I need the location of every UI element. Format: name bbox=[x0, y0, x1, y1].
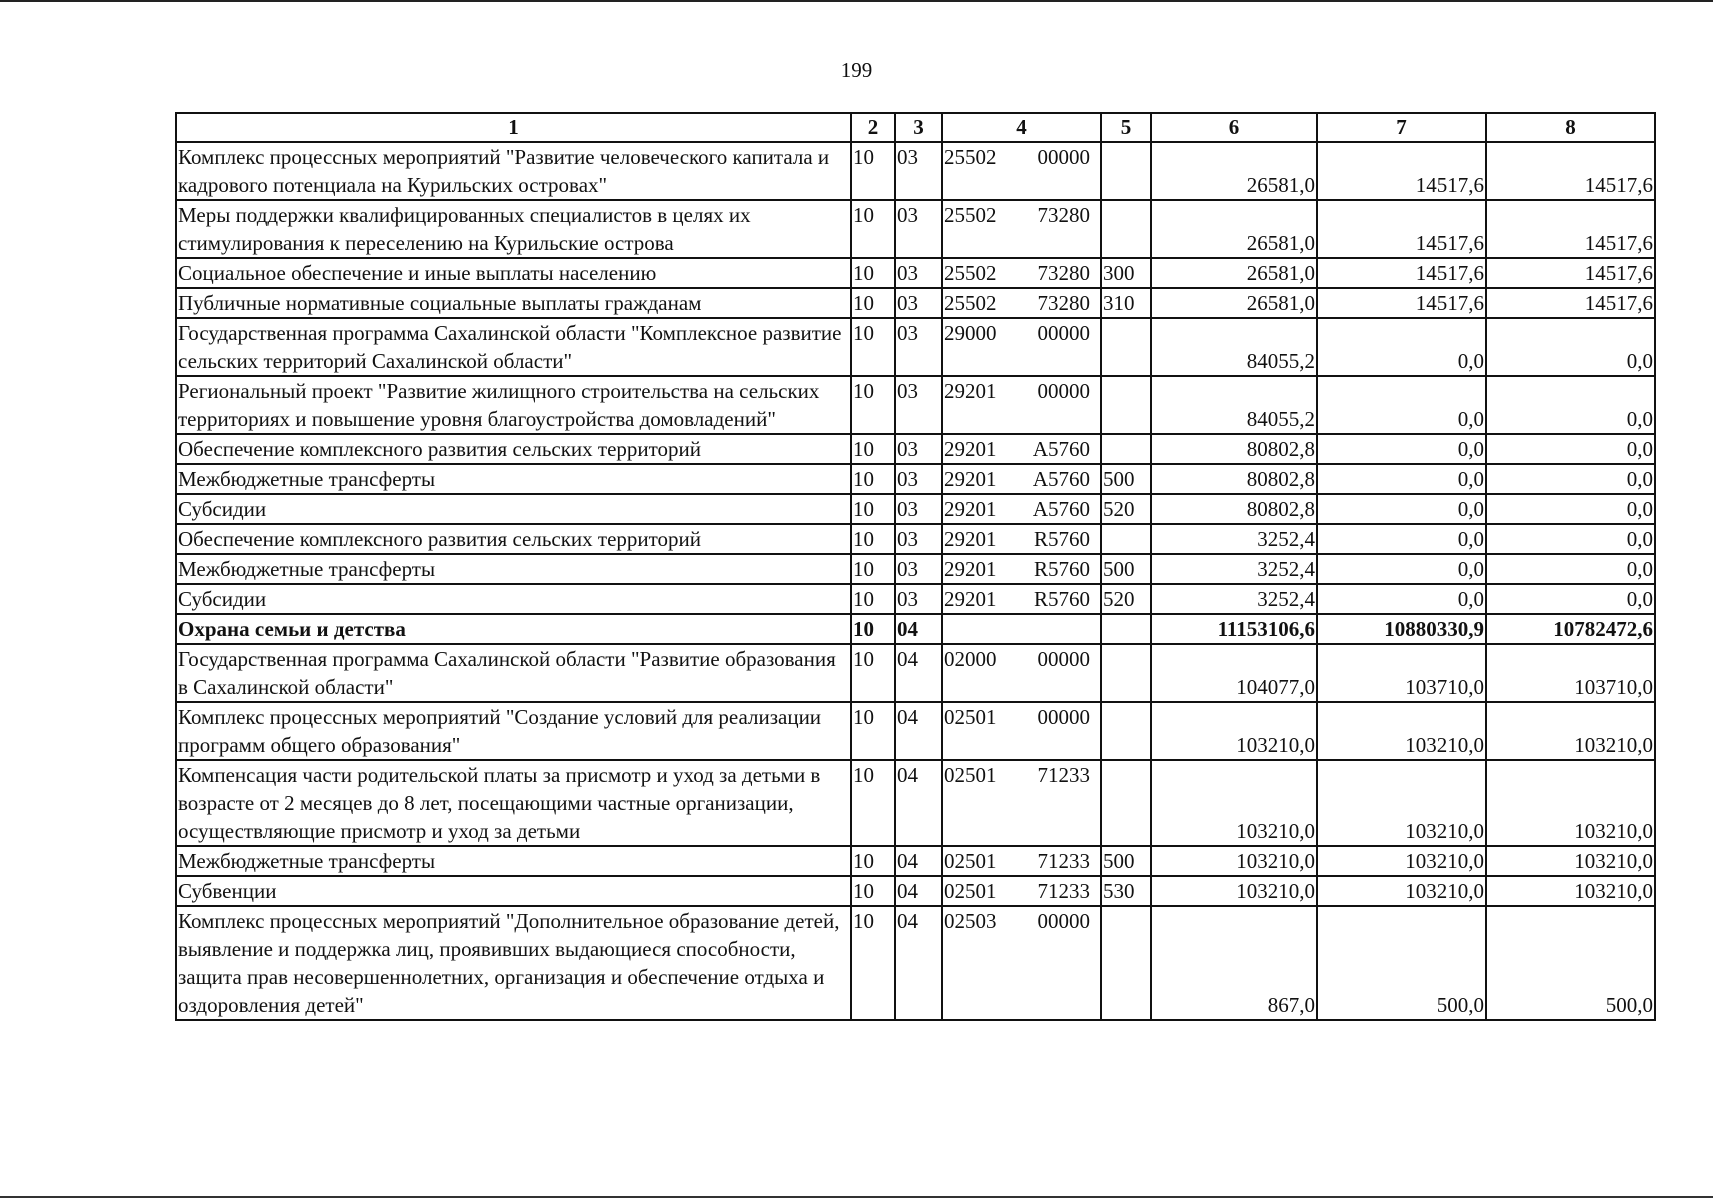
expense-type-code-cell: 530 bbox=[1101, 876, 1151, 906]
target-article-direction-code: 00000 bbox=[1037, 379, 1090, 403]
target-article-program-code: 29201 bbox=[944, 527, 997, 551]
amount-col6-cell: 84055,2 bbox=[1151, 318, 1317, 376]
amount-col7-cell: 103210,0 bbox=[1317, 702, 1486, 760]
amount-col6-cell: 26581,0 bbox=[1151, 142, 1317, 200]
amount-col6-cell: 867,0 bbox=[1151, 906, 1317, 1020]
row-name-cell: Комплекс процессных мероприятий "Дополнительное образование детей, выявление и поддержка лиц, проявивших выдающиеся способности, защита прав несовершеннолетних, организация и обеспечение отдыха и оздоровления детей" bbox=[176, 906, 851, 1020]
subsection-code-cell: 03 bbox=[895, 200, 942, 258]
expense-type-code-cell bbox=[1101, 142, 1151, 200]
expense-type-code-cell bbox=[1101, 644, 1151, 702]
amount-col8-cell: 14517,6 bbox=[1486, 142, 1655, 200]
target-article-direction-code: 73280 bbox=[1037, 291, 1090, 315]
row-name-cell: Обеспечение комплексного развития сельских территорий bbox=[176, 434, 851, 464]
row-name-cell: Комплекс процессных мероприятий "Создание условий для реализации программ общего образования" bbox=[176, 702, 851, 760]
subsection-code-cell: 03 bbox=[895, 554, 942, 584]
amount-col7-cell: 0,0 bbox=[1317, 376, 1486, 434]
section-code-cell: 10 bbox=[851, 494, 895, 524]
amount-col6-cell: 103210,0 bbox=[1151, 876, 1317, 906]
target-article-direction-code: 00000 bbox=[1037, 647, 1090, 671]
expense-type-code-cell: 500 bbox=[1101, 464, 1151, 494]
amount-col8-cell: 103210,0 bbox=[1486, 876, 1655, 906]
target-article-direction-code: R5760 bbox=[1033, 587, 1090, 611]
page-number: 199 bbox=[840, 58, 873, 82]
target-article-parts bbox=[943, 525, 1100, 553]
expense-type-code-cell bbox=[1101, 318, 1151, 376]
expense-type-code-cell: 520 bbox=[1101, 584, 1151, 614]
subsection-code-cell: 03 bbox=[895, 464, 942, 494]
section-code-cell: 10 bbox=[851, 524, 895, 554]
target-article-program-code: 02501 bbox=[944, 763, 997, 787]
table-row bbox=[176, 876, 1655, 906]
section-code-cell: 10 bbox=[851, 258, 895, 288]
row-name-cell: Межбюджетные трансферты bbox=[176, 464, 851, 494]
section-code-cell: 10 bbox=[851, 200, 895, 258]
table-row bbox=[176, 524, 1655, 554]
amount-col7-cell: 103210,0 bbox=[1317, 760, 1486, 846]
subsection-code-cell: 03 bbox=[895, 584, 942, 614]
expense-type-code-cell bbox=[1101, 906, 1151, 1020]
header-row bbox=[176, 113, 1655, 142]
column-header-1: 1 bbox=[176, 113, 851, 142]
target-article-parts bbox=[943, 495, 1100, 523]
target-article-cell bbox=[942, 584, 1101, 614]
subsection-code-cell: 04 bbox=[895, 614, 942, 644]
target-article-cell bbox=[942, 288, 1101, 318]
expense-type-code-cell: 310 bbox=[1101, 288, 1151, 318]
amount-col7-cell: 0,0 bbox=[1317, 554, 1486, 584]
row-name-cell: Субвенции bbox=[176, 876, 851, 906]
amount-col6-cell: 104077,0 bbox=[1151, 644, 1317, 702]
table-row bbox=[176, 200, 1655, 258]
target-article-direction-code: 00000 bbox=[1037, 321, 1090, 345]
budget-table bbox=[175, 112, 1656, 1021]
amount-col8-cell: 0,0 bbox=[1486, 554, 1655, 584]
target-article-direction-code: 73280 bbox=[1037, 203, 1090, 227]
subsection-code-cell: 03 bbox=[895, 524, 942, 554]
target-article-cell bbox=[942, 142, 1101, 200]
target-article-parts bbox=[943, 435, 1100, 463]
amount-col7-cell: 0,0 bbox=[1317, 584, 1486, 614]
target-article-cell bbox=[942, 524, 1101, 554]
target-article-program-code: 29000 bbox=[944, 321, 997, 345]
expense-type-code-cell: 300 bbox=[1101, 258, 1151, 288]
amount-col6-cell: 26581,0 bbox=[1151, 200, 1317, 258]
amount-col7-cell: 0,0 bbox=[1317, 434, 1486, 464]
target-article-program-code: 25502 bbox=[944, 291, 997, 315]
amount-col7-cell: 0,0 bbox=[1317, 494, 1486, 524]
amount-col6-cell: 3252,4 bbox=[1151, 584, 1317, 614]
target-article-direction-code: 00000 bbox=[1037, 705, 1090, 729]
row-name-cell: Меры поддержки квалифицированных специалистов в целях их стимулирования к переселению на Курильские острова bbox=[176, 200, 851, 258]
target-article-program-code: 29201 bbox=[944, 379, 997, 403]
amount-col6-cell: 103210,0 bbox=[1151, 846, 1317, 876]
subsection-code-cell: 04 bbox=[895, 760, 942, 846]
amount-col7-cell: 0,0 bbox=[1317, 318, 1486, 376]
table-row bbox=[176, 846, 1655, 876]
section-code-cell: 10 bbox=[851, 906, 895, 1020]
subsection-code-cell: 03 bbox=[895, 434, 942, 464]
amount-col8-cell: 0,0 bbox=[1486, 494, 1655, 524]
target-article-direction-code: R5760 bbox=[1033, 527, 1090, 551]
target-article-parts bbox=[943, 201, 1100, 229]
amount-col6-cell: 3252,4 bbox=[1151, 554, 1317, 584]
amount-col7-cell: 10880330,9 bbox=[1317, 614, 1486, 644]
target-article-program-code: 25502 bbox=[944, 145, 997, 169]
target-article-direction-code: A5760 bbox=[1032, 497, 1090, 521]
section-code-cell: 10 bbox=[851, 464, 895, 494]
expense-type-code-cell: 500 bbox=[1101, 846, 1151, 876]
section-code-cell: 10 bbox=[851, 846, 895, 876]
target-article-cell bbox=[942, 702, 1101, 760]
table-row bbox=[176, 906, 1655, 1020]
expense-type-code-cell bbox=[1101, 614, 1151, 644]
column-header-8: 8 bbox=[1486, 113, 1655, 142]
amount-col6-cell: 26581,0 bbox=[1151, 288, 1317, 318]
subsection-code-cell: 03 bbox=[895, 142, 942, 200]
amount-col7-cell: 0,0 bbox=[1317, 524, 1486, 554]
subsection-code-cell: 03 bbox=[895, 494, 942, 524]
table-row bbox=[176, 464, 1655, 494]
target-article-direction-code: 00000 bbox=[1037, 145, 1090, 169]
amount-col8-cell: 103210,0 bbox=[1486, 702, 1655, 760]
amount-col8-cell: 500,0 bbox=[1486, 906, 1655, 1020]
row-name-cell: Региональный проект "Развитие жилищного строительства на сельских территориях и повышение уровня благоустройства домовладений" bbox=[176, 376, 851, 434]
amount-col7-cell: 14517,6 bbox=[1317, 200, 1486, 258]
target-article-parts bbox=[943, 847, 1100, 875]
target-article-cell bbox=[942, 434, 1101, 464]
table-row bbox=[176, 644, 1655, 702]
row-name-cell: Компенсация части родительской платы за присмотр и уход за детьми в возрасте от 2 месяцев до 8 лет, посещающими частные организации, осуществляющие присмотр и уход за детьми bbox=[176, 760, 851, 846]
subsection-code-cell: 03 bbox=[895, 318, 942, 376]
amount-col6-cell: 84055,2 bbox=[1151, 376, 1317, 434]
row-name-cell: Межбюджетные трансферты bbox=[176, 846, 851, 876]
amount-col7-cell: 0,0 bbox=[1317, 464, 1486, 494]
scan-edge-top bbox=[0, 0, 1713, 2]
amount-col7-cell: 103710,0 bbox=[1317, 644, 1486, 702]
target-article-cell bbox=[942, 614, 1101, 644]
target-article-parts bbox=[943, 907, 1100, 935]
target-article-program-code: 29201 bbox=[944, 467, 997, 491]
amount-col6-cell: 103210,0 bbox=[1151, 760, 1317, 846]
target-article-direction-code: 71233 bbox=[1037, 849, 1090, 873]
column-header-5: 5 bbox=[1101, 113, 1151, 142]
target-article-direction-code: 73280 bbox=[1037, 261, 1090, 285]
row-name-cell: Публичные нормативные социальные выплаты гражданам bbox=[176, 288, 851, 318]
table-row bbox=[176, 288, 1655, 318]
section-code-cell: 10 bbox=[851, 318, 895, 376]
target-article-cell bbox=[942, 846, 1101, 876]
target-article-direction-code: A5760 bbox=[1032, 437, 1090, 461]
target-article-program-code: 29201 bbox=[944, 437, 997, 461]
table-row bbox=[176, 760, 1655, 846]
subsection-code-cell: 03 bbox=[895, 376, 942, 434]
column-header-6: 6 bbox=[1151, 113, 1317, 142]
amount-col8-cell: 103210,0 bbox=[1486, 846, 1655, 876]
table-row bbox=[176, 376, 1655, 434]
target-article-parts bbox=[943, 645, 1100, 673]
row-name-cell: Субсидии bbox=[176, 584, 851, 614]
target-article-direction-code: 71233 bbox=[1037, 879, 1090, 903]
amount-col8-cell: 0,0 bbox=[1486, 434, 1655, 464]
subsection-code-cell: 03 bbox=[895, 258, 942, 288]
target-article-cell bbox=[942, 258, 1101, 288]
subsection-code-cell: 03 bbox=[895, 288, 942, 318]
target-article-parts bbox=[943, 761, 1100, 789]
target-article-cell bbox=[942, 494, 1101, 524]
amount-col6-cell: 3252,4 bbox=[1151, 524, 1317, 554]
target-article-cell bbox=[942, 318, 1101, 376]
amount-col6-cell: 80802,8 bbox=[1151, 494, 1317, 524]
amount-col8-cell: 14517,6 bbox=[1486, 258, 1655, 288]
table-row bbox=[176, 614, 1655, 644]
subsection-code-cell: 04 bbox=[895, 906, 942, 1020]
row-name-cell: Обеспечение комплексного развития сельских территорий bbox=[176, 524, 851, 554]
amount-col6-cell: 80802,8 bbox=[1151, 464, 1317, 494]
target-article-cell bbox=[942, 464, 1101, 494]
target-article-cell bbox=[942, 376, 1101, 434]
section-code-cell: 10 bbox=[851, 760, 895, 846]
table-row bbox=[176, 142, 1655, 200]
column-header-2: 2 bbox=[851, 113, 895, 142]
row-name-cell: Субсидии bbox=[176, 494, 851, 524]
target-article-direction-code: 00000 bbox=[1037, 909, 1090, 933]
table-body bbox=[176, 142, 1655, 1020]
target-article-cell bbox=[942, 200, 1101, 258]
target-article-program-code: 02000 bbox=[944, 647, 997, 671]
target-article-direction-code: R5760 bbox=[1033, 557, 1090, 581]
amount-col8-cell: 0,0 bbox=[1486, 524, 1655, 554]
table-row bbox=[176, 702, 1655, 760]
row-name-cell: Межбюджетные трансферты bbox=[176, 554, 851, 584]
target-article-program-code: 02501 bbox=[944, 705, 997, 729]
subsection-code-cell: 04 bbox=[895, 644, 942, 702]
subsection-code-cell: 04 bbox=[895, 876, 942, 906]
target-article-parts bbox=[943, 877, 1100, 905]
amount-col8-cell: 0,0 bbox=[1486, 584, 1655, 614]
target-article-cell bbox=[942, 876, 1101, 906]
table-row bbox=[176, 494, 1655, 524]
row-name-cell: Государственная программа Сахалинской области "Комплексное развитие сельских территорий Сахалинской области" bbox=[176, 318, 851, 376]
table-row bbox=[176, 258, 1655, 288]
column-header-3: 3 bbox=[895, 113, 942, 142]
amount-col6-cell: 103210,0 bbox=[1151, 702, 1317, 760]
target-article-program-code: 02501 bbox=[944, 879, 997, 903]
amount-col8-cell: 0,0 bbox=[1486, 376, 1655, 434]
table-row bbox=[176, 554, 1655, 584]
target-article-parts bbox=[943, 585, 1100, 613]
subsection-code-cell: 04 bbox=[895, 702, 942, 760]
column-header-7: 7 bbox=[1317, 113, 1486, 142]
amount-col7-cell: 500,0 bbox=[1317, 906, 1486, 1020]
scan-edge-bottom bbox=[0, 1196, 1713, 1198]
target-article-cell bbox=[942, 760, 1101, 846]
target-article-direction-code: A5760 bbox=[1032, 467, 1090, 491]
amount-col8-cell: 10782472,6 bbox=[1486, 614, 1655, 644]
target-article-program-code: 29201 bbox=[944, 587, 997, 611]
target-article-parts bbox=[943, 703, 1100, 731]
section-code-cell: 10 bbox=[851, 702, 895, 760]
section-code-cell: 10 bbox=[851, 876, 895, 906]
row-name-cell: Охрана семьи и детства bbox=[176, 614, 851, 644]
expense-type-code-cell bbox=[1101, 434, 1151, 464]
section-code-cell: 10 bbox=[851, 584, 895, 614]
section-code-cell: 10 bbox=[851, 142, 895, 200]
amount-col6-cell: 80802,8 bbox=[1151, 434, 1317, 464]
amount-col8-cell: 0,0 bbox=[1486, 318, 1655, 376]
amount-col7-cell: 14517,6 bbox=[1317, 142, 1486, 200]
target-article-parts bbox=[943, 289, 1100, 317]
amount-col6-cell: 11153106,6 bbox=[1151, 614, 1317, 644]
column-header-4: 4 bbox=[942, 113, 1101, 142]
section-code-cell: 10 bbox=[851, 614, 895, 644]
amount-col6-cell: 26581,0 bbox=[1151, 258, 1317, 288]
amount-col8-cell: 103210,0 bbox=[1486, 760, 1655, 846]
target-article-program-code: 02501 bbox=[944, 849, 997, 873]
section-code-cell: 10 bbox=[851, 644, 895, 702]
target-article-program-code: 29201 bbox=[944, 497, 997, 521]
expense-type-code-cell bbox=[1101, 524, 1151, 554]
target-article-program-code: 02503 bbox=[944, 909, 997, 933]
table-row bbox=[176, 318, 1655, 376]
row-name-cell: Социальное обеспечение и иные выплаты населению bbox=[176, 258, 851, 288]
amount-col7-cell: 103210,0 bbox=[1317, 876, 1486, 906]
amount-col7-cell: 103210,0 bbox=[1317, 846, 1486, 876]
target-article-parts bbox=[943, 143, 1100, 171]
target-article-parts bbox=[943, 259, 1100, 287]
target-article-parts bbox=[943, 377, 1100, 405]
target-article-cell bbox=[942, 554, 1101, 584]
row-name-cell: Комплекс процессных мероприятий "Развитие человеческого капитала и кадрового потенциала на Курильских островах" bbox=[176, 142, 851, 200]
subsection-code-cell: 04 bbox=[895, 846, 942, 876]
row-name-cell: Государственная программа Сахалинской области "Развитие образования в Сахалинской области" bbox=[176, 644, 851, 702]
amount-col8-cell: 14517,6 bbox=[1486, 288, 1655, 318]
section-code-cell: 10 bbox=[851, 288, 895, 318]
target-article-program-code: 29201 bbox=[944, 557, 997, 581]
section-code-cell: 10 bbox=[851, 554, 895, 584]
amount-col8-cell: 0,0 bbox=[1486, 464, 1655, 494]
target-article-program-code: 25502 bbox=[944, 203, 997, 227]
target-article-parts bbox=[943, 555, 1100, 583]
target-article-direction-code: 71233 bbox=[1037, 763, 1090, 787]
expense-type-code-cell: 500 bbox=[1101, 554, 1151, 584]
target-article-program-code: 25502 bbox=[944, 261, 997, 285]
section-code-cell: 10 bbox=[851, 434, 895, 464]
table-row bbox=[176, 584, 1655, 614]
target-article-cell bbox=[942, 906, 1101, 1020]
amount-col7-cell: 14517,6 bbox=[1317, 288, 1486, 318]
expense-type-code-cell bbox=[1101, 376, 1151, 434]
expense-type-code-cell: 520 bbox=[1101, 494, 1151, 524]
target-article-parts bbox=[943, 465, 1100, 493]
target-article-parts bbox=[943, 319, 1100, 347]
expense-type-code-cell bbox=[1101, 200, 1151, 258]
amount-col8-cell: 103710,0 bbox=[1486, 644, 1655, 702]
amount-col7-cell: 14517,6 bbox=[1317, 258, 1486, 288]
target-article-cell bbox=[942, 644, 1101, 702]
amount-col8-cell: 14517,6 bbox=[1486, 200, 1655, 258]
section-code-cell: 10 bbox=[851, 376, 895, 434]
expense-type-code-cell bbox=[1101, 760, 1151, 846]
table-row bbox=[176, 434, 1655, 464]
expense-type-code-cell bbox=[1101, 702, 1151, 760]
